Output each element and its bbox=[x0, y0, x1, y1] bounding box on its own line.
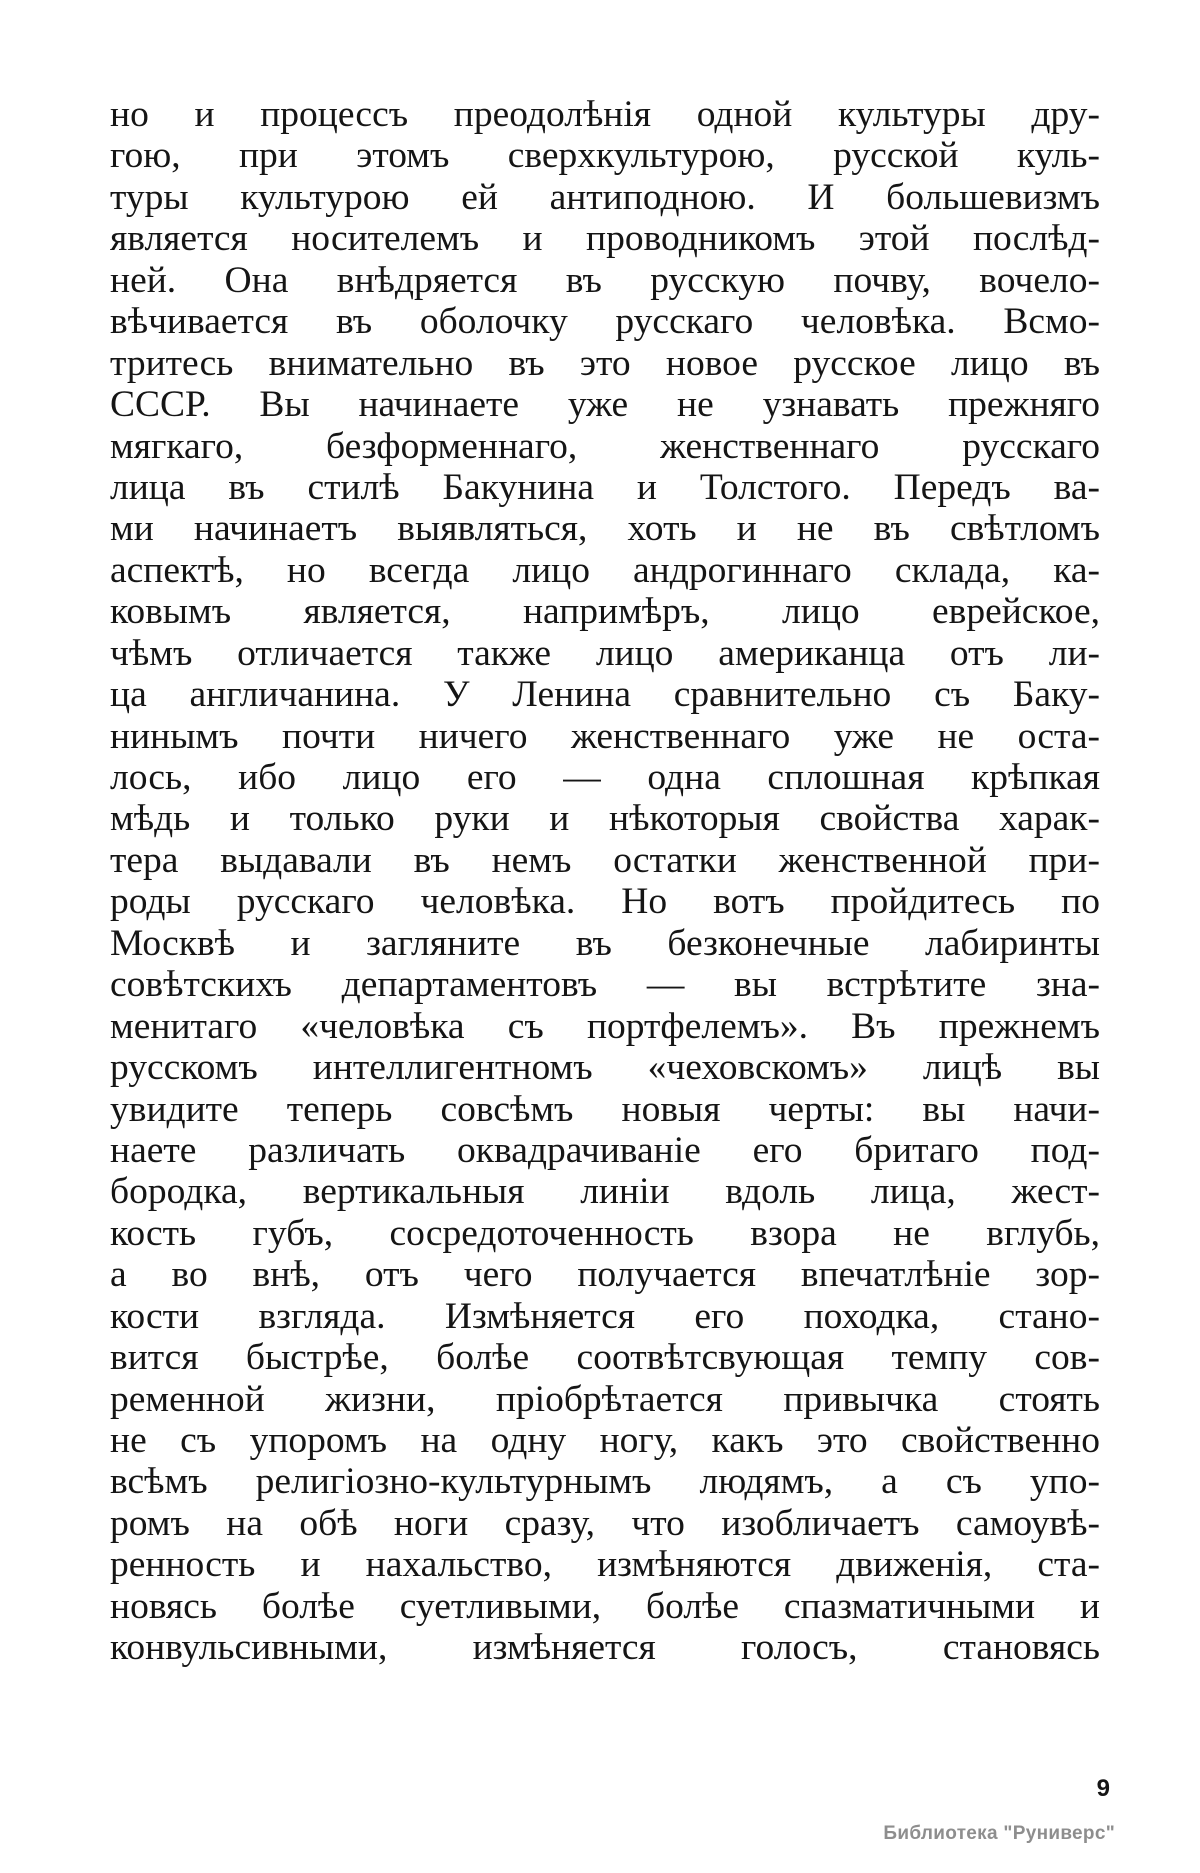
text-line: тера выдавали въ немъ остатки женственной при- bbox=[110, 839, 1100, 881]
text-line: СССР. Вы начинаете уже не узнавать прежняго bbox=[110, 384, 1100, 426]
text-line: Москвѣ и загляните въ безконечные лабиринты bbox=[110, 922, 1100, 964]
text-line: чѣмъ отличается также лицо американца отъ ли- bbox=[110, 632, 1100, 674]
text-line: ца англичанина. У Ленина сравнительно съ Баку- bbox=[110, 674, 1100, 716]
text-line: тритесь внимательно въ это новое русское лицо въ bbox=[110, 342, 1100, 384]
text-line: ренность и нахальство, измѣняются движенія, ста- bbox=[110, 1544, 1100, 1586]
text-line: а во внѣ, отъ чего получается впечатлѣніе зор- bbox=[110, 1254, 1100, 1296]
text-line: кости взгляда. Измѣняется его походка, стано- bbox=[110, 1295, 1100, 1337]
text-line: вится быстрѣе, болѣе соотвѣтсвующая темпу сов- bbox=[110, 1337, 1100, 1379]
text-line: лось, ибо лицо его — одна сплошная крѣпкая bbox=[110, 757, 1100, 798]
text-line: наете различать оквадрачиваніе его бритаго под- bbox=[110, 1129, 1100, 1171]
text-line: аспектѣ, но всегда лицо андрогиннаго склада, ка- bbox=[110, 549, 1100, 591]
text-line: ромъ на обѣ ноги сразу, что изобличаетъ самоувѣ- bbox=[110, 1502, 1100, 1544]
text-line: роды русскаго человѣка. Но вотъ пройдитесь по bbox=[110, 881, 1100, 923]
text-line: нинымъ почти ничего женственнаго уже не оста- bbox=[110, 715, 1100, 757]
text-line: ременной жизни, пріобрѣтается привычка стоять bbox=[110, 1378, 1100, 1420]
page-number: 9 bbox=[1096, 1775, 1110, 1802]
text-line: кость губъ, сосредоточенность взора не вглубь, bbox=[110, 1212, 1100, 1254]
text-line: не съ упоромъ на одну ногу, какъ это свойственно bbox=[110, 1420, 1100, 1461]
text-line: но и процессъ преодолѣнія одной культуры дру- bbox=[110, 94, 1100, 135]
text-line: новясь болѣе суетливыми, болѣе спазматичными и bbox=[110, 1585, 1100, 1627]
library-watermark: Библиотека "Руниверс" bbox=[883, 1823, 1115, 1844]
text-line: ковымъ является, напримѣръ, лицо еврейское, bbox=[110, 591, 1100, 633]
text-line: совѣтскихъ департаментовъ — вы встрѣтите зна- bbox=[110, 964, 1100, 1006]
text-line: увидите теперь совсѣмъ новыя черты: вы начи- bbox=[110, 1088, 1100, 1130]
page-body-text bbox=[110, 94, 1100, 1669]
text-line: туры культурою ей антиподною. И большевизмъ bbox=[110, 176, 1100, 218]
text-line: мѣдь и только руки и нѣкоторыя свойства харак- bbox=[110, 798, 1100, 840]
text-line: бородка, вертикальныя линіи вдоль лица, жест- bbox=[110, 1171, 1100, 1213]
text-line: является носителемъ и проводникомъ этой послѣд- bbox=[110, 218, 1100, 260]
text-line: вѣчивается въ оболочку русскаго человѣка. Всмо- bbox=[110, 301, 1100, 343]
text-line: лица въ стилѣ Бакунина и Толстого. Передъ ва- bbox=[110, 466, 1100, 508]
text-line: мягкаго, безформеннаго, женственнаго русскаго bbox=[110, 425, 1100, 467]
text-line: гою, при этомъ сверхкультурою, русской куль- bbox=[110, 135, 1100, 177]
text-line: русскомъ интеллигентномъ «чеховскомъ» лицѣ вы bbox=[110, 1047, 1100, 1089]
text-line: ми начинаетъ выявляться, хоть и не въ свѣтломъ bbox=[110, 508, 1100, 550]
text-line: менитаго «человѣка съ портфелемъ». Въ прежнемъ bbox=[110, 1005, 1100, 1047]
text-line: всѣмъ религіозно-культурнымъ людямъ, а съ упо- bbox=[110, 1461, 1100, 1503]
text-line: конвульсивными, измѣняется голосъ, становясь bbox=[110, 1627, 1100, 1669]
text-line: ней. Она внѣдряется въ русскую почву, вочело- bbox=[110, 259, 1100, 301]
